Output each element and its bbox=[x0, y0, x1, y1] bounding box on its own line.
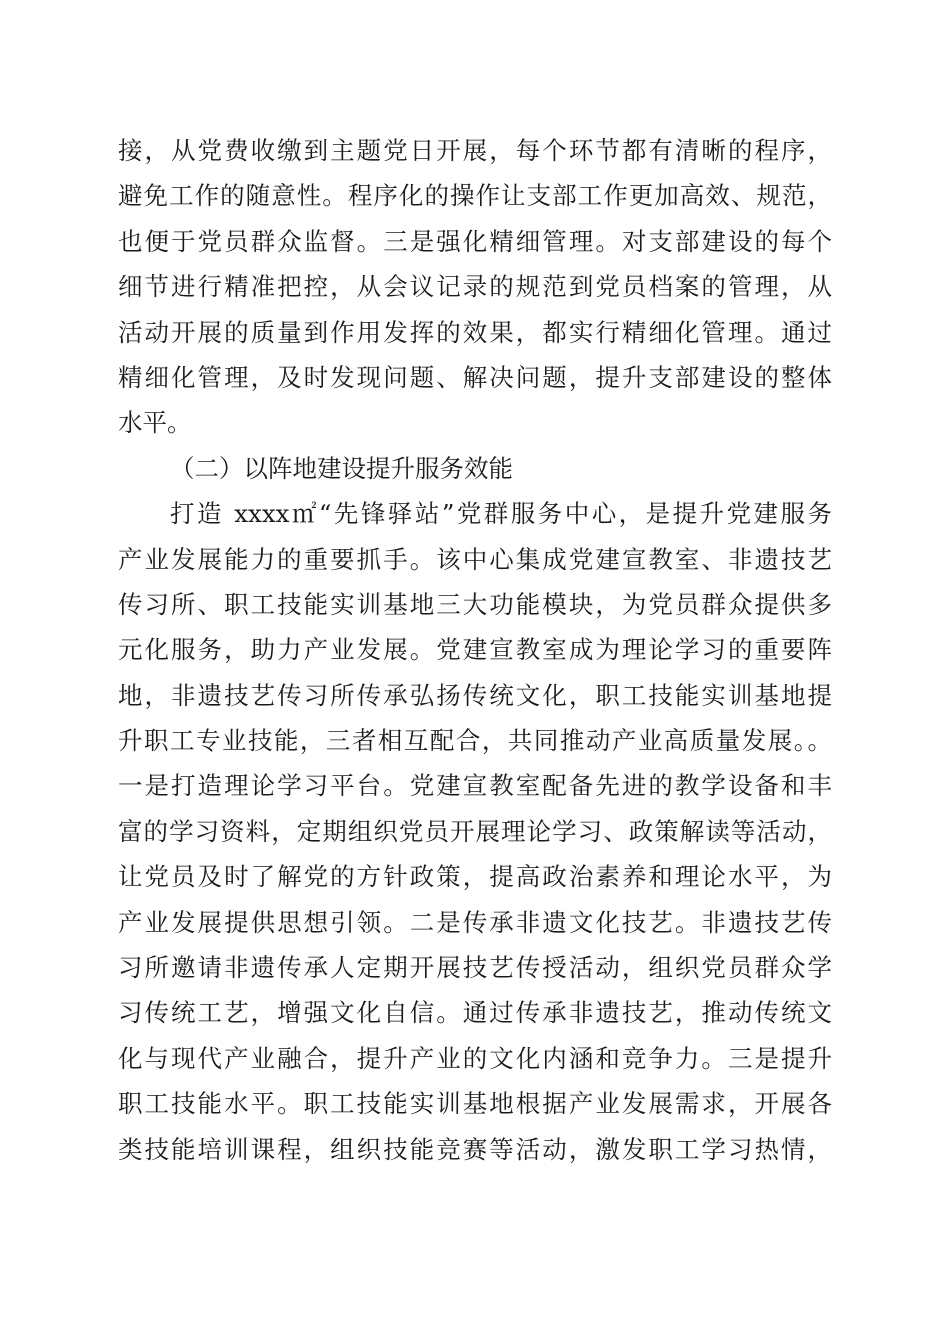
paragraph-two bbox=[118, 491, 832, 1172]
paragraph-line: 打造 xxxx㎡“先锋驿站”党群服务中心，是提升党建服务 bbox=[170, 499, 832, 529]
paragraph-line: 细节进行精准把控，从会议记录的规范到党员档案的管理，从 bbox=[118, 272, 832, 302]
paragraph-line: 一是打造理论学习平台。党建宣教室配备先进的教学设备和丰 bbox=[118, 771, 832, 801]
document-body bbox=[118, 128, 832, 1172]
paragraph-line: 避免工作的随意性。程序化的操作让支部工作更加高效、规范， bbox=[118, 181, 832, 211]
paragraph-line: 活动开展的质量到作用发挥的效果，都实行精细化管理。通过 bbox=[118, 317, 832, 347]
paragraph-line: 产业发展能力的重要抓手。该中心集成党建宣教室、非遗技艺 bbox=[118, 544, 832, 574]
paragraph-line: 化与现代产业融合，提升产业的文化内涵和竞争力。三是提升 bbox=[118, 1043, 832, 1073]
paragraph-line: 习传统工艺，增强文化自信。通过传承非遗技艺，推动传统文 bbox=[118, 998, 832, 1028]
paragraph-line: 产业发展提供思想引领。二是传承非遗文化技艺。非遗技艺传 bbox=[118, 907, 832, 937]
paragraph-line: 也便于党员群众监督。三是强化精细管理。对支部建设的每个 bbox=[118, 226, 832, 256]
paragraph-one bbox=[118, 128, 832, 446]
paragraph-line: 让党员及时了解党的方针政策，提高政治素养和理论水平，为 bbox=[118, 862, 832, 892]
paragraph-line: 职工技能水平。职工技能实训基地根据产业发展需求，开展各 bbox=[118, 1089, 832, 1119]
paragraph-line: 精细化管理，及时发现问题、解决问题，提升支部建设的整体 bbox=[118, 362, 832, 392]
paragraph-line: 富的学习资料，定期组织党员开展理论学习、政策解读等活动， bbox=[118, 816, 832, 846]
paragraph-line: 类技能培训课程，组织技能竞赛等活动，激发职工学习热情， bbox=[118, 1134, 832, 1164]
paragraph-line: 地，非遗技艺传习所传承弘扬传统文化，职工技能实训基地提 bbox=[118, 680, 832, 710]
paragraph-line: 升职工专业技能，三者相互配合，共同推动产业高质量发展。。 bbox=[118, 726, 832, 756]
paragraph-line: 习所邀请非遗传承人定期开展技艺传授活动，组织党员群众学 bbox=[118, 953, 832, 983]
paragraph-line: 元化服务，助力产业发展。党建宣教室成为理论学习的重要阵 bbox=[118, 635, 832, 665]
paragraph-line: 传习所、职工技能实训基地三大功能模块，为党员群众提供多 bbox=[118, 589, 832, 619]
paragraph-line: 水平。 bbox=[118, 408, 192, 438]
paragraph-line: 接，从党费收缴到主题党日开展，每个环节都有清晰的程序， bbox=[118, 136, 832, 165]
section-heading: （二）以阵地建设提升服务效能 bbox=[170, 453, 513, 483]
